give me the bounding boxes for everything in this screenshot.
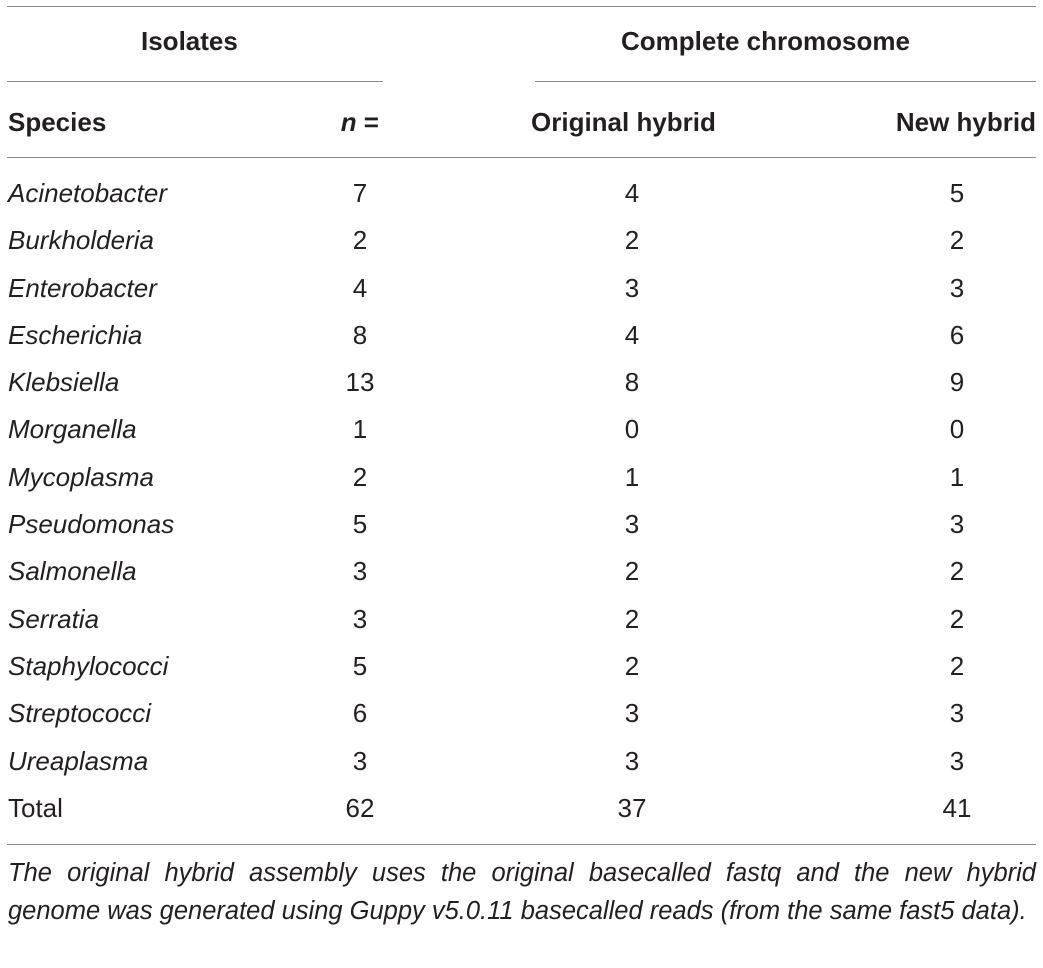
species-cell: Enterobacter xyxy=(8,272,157,303)
n-cell: 3 xyxy=(352,745,368,776)
table-body xyxy=(0,170,1043,785)
group-header-complete-chromosome: Complete chromosome xyxy=(621,26,910,56)
new-hybrid-cell: 2 xyxy=(949,650,965,681)
species-cell: Staphylococci xyxy=(8,650,169,681)
original-hybrid-cell: 3 xyxy=(624,272,640,303)
new-hybrid-cell: 2 xyxy=(949,603,965,634)
new-hybrid-cell: 2 xyxy=(949,225,965,256)
total-row xyxy=(0,785,1043,832)
species-cell: Mycoplasma xyxy=(8,461,154,492)
original-hybrid-cell: 3 xyxy=(624,509,640,540)
n-cell: 2 xyxy=(352,461,368,492)
new-hybrid-cell: 9 xyxy=(949,367,965,398)
original-hybrid-cell: 2 xyxy=(624,650,640,681)
species-cell: Morganella xyxy=(8,414,137,445)
original-hybrid-cell: 4 xyxy=(624,178,640,208)
table-row xyxy=(0,643,1043,690)
total-label: Total xyxy=(8,793,63,823)
header-rule xyxy=(7,157,1036,158)
species-cell: Salmonella xyxy=(8,556,137,587)
column-header-species: Species xyxy=(8,107,107,137)
n-cell: 13 xyxy=(345,367,375,398)
total-original-hybrid: 37 xyxy=(617,793,647,823)
species-cell: Serratia xyxy=(8,603,100,634)
species-cell: Acinetobacter xyxy=(8,178,167,208)
n-cell: 6 xyxy=(352,698,368,729)
table-row xyxy=(0,265,1043,312)
group-header-isolates: Isolates xyxy=(141,26,238,56)
original-hybrid-cell: 3 xyxy=(624,698,640,729)
n-cell: 4 xyxy=(352,272,368,303)
n-cell: 7 xyxy=(352,178,368,208)
table-row xyxy=(0,501,1043,548)
table-row xyxy=(0,217,1043,264)
table-row xyxy=(0,312,1043,359)
table-row xyxy=(0,406,1043,453)
isolates-group-rule xyxy=(7,81,383,82)
table-row xyxy=(0,596,1043,643)
species-cell: Escherichia xyxy=(8,319,143,350)
species-cell: Ureaplasma xyxy=(8,745,149,776)
new-hybrid-cell: 3 xyxy=(949,272,965,303)
original-hybrid-cell: 4 xyxy=(624,319,640,350)
new-hybrid-cell: 5 xyxy=(949,178,965,208)
n-cell: 8 xyxy=(352,319,368,350)
n-cell: 5 xyxy=(352,650,368,681)
table-row xyxy=(0,548,1043,595)
n-cell: 2 xyxy=(352,225,368,256)
column-header-n xyxy=(341,105,379,139)
total-n: 62 xyxy=(345,793,375,823)
species-cell: Burkholderia xyxy=(8,225,154,256)
total-new-hybrid: 41 xyxy=(942,793,972,823)
new-hybrid-cell: 2 xyxy=(949,556,965,587)
original-hybrid-cell: 3 xyxy=(624,745,640,776)
n-cell: 3 xyxy=(352,603,368,634)
complete-chromosome-group-rule xyxy=(535,81,1036,82)
table-row xyxy=(0,690,1043,737)
new-hybrid-cell: 1 xyxy=(949,461,965,492)
n-equals: = xyxy=(356,107,379,137)
new-hybrid-cell: 0 xyxy=(949,414,965,445)
table-footnote: The original hybrid assembly uses the original basecalled fastq and the new hybrid genome was generated using Guppy v5.0.11 basecalled reads (from the same fast5 data). xyxy=(8,859,1036,925)
original-hybrid-cell: 0 xyxy=(624,414,640,445)
original-hybrid-cell: 2 xyxy=(624,225,640,256)
original-hybrid-cell: 8 xyxy=(624,367,640,398)
column-header-original-hybrid: Original hybrid xyxy=(531,107,716,137)
table-row xyxy=(0,454,1043,501)
species-cell: Pseudomonas xyxy=(8,509,175,540)
table-row xyxy=(0,738,1043,785)
original-hybrid-cell: 2 xyxy=(624,603,640,634)
table-row xyxy=(0,359,1043,406)
top-rule xyxy=(7,6,1036,7)
new-hybrid-cell: 6 xyxy=(949,319,965,350)
n-cell: 5 xyxy=(352,509,368,540)
original-hybrid-cell: 1 xyxy=(624,461,640,492)
species-cell: Streptococci xyxy=(8,698,152,729)
original-hybrid-cell: 2 xyxy=(624,556,640,587)
table-row xyxy=(0,170,1043,217)
n-symbol: n xyxy=(340,107,357,137)
new-hybrid-cell: 3 xyxy=(949,509,965,540)
n-cell: 1 xyxy=(352,414,368,445)
new-hybrid-cell: 3 xyxy=(949,698,965,729)
species-cell: Klebsiella xyxy=(8,367,120,398)
new-hybrid-cell: 3 xyxy=(949,745,965,776)
footnote-rule xyxy=(7,844,1036,845)
n-cell: 3 xyxy=(352,556,368,587)
column-header-new-hybrid: New hybrid xyxy=(895,107,1036,137)
